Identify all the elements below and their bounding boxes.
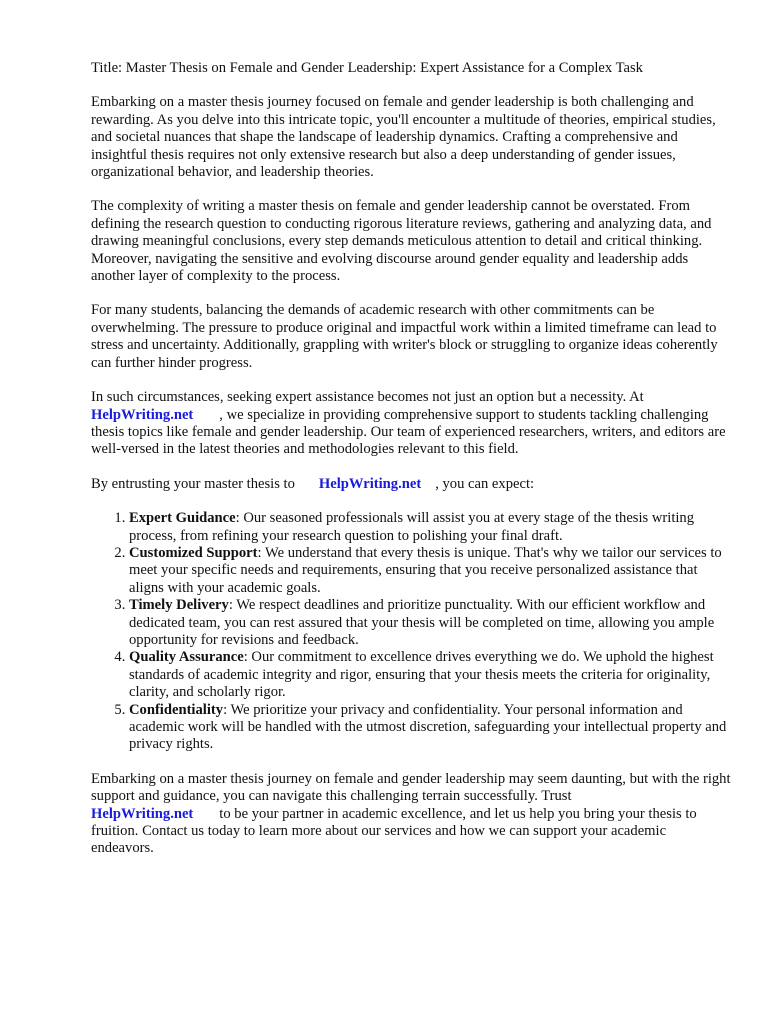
paragraph-complexity: The complexity of writing a master thesis on female and gender leadership cannot be overstated. From defining the research question to conducting rigorous literature reviews, gathering and analyzing data, and drawing meaningful conclusions, every step demands meticulous attention to detail and critical thinking. Moreover, navigating the sensitive and evolving discourse around gender equality and leadership adds another layer of complexity to the process.: [91, 198, 712, 285]
list-item-label: Customized Support: [129, 544, 258, 561]
list-item: [129, 545, 731, 597]
paragraph-assistance-text-end: , we specialize in providing comprehensive support to students tackling challenging thesis topics like female and gender leadership. Our team of experienced researchers, writers, and editors are well-versed in the latest theories and methodologies relevant to this field.: [91, 406, 726, 458]
list-item-text: : We prioritize your privacy and confidentiality. Your personal information and academic work will be handled with the utmost discretion, safeguarding your intellectual property and privacy rights.: [129, 701, 727, 753]
list-item-label: Expert Guidance: [129, 510, 236, 527]
paragraph-assistance: [91, 389, 731, 459]
paragraph-expectations: [91, 476, 731, 493]
paragraph-expectations-text-start: By entrusting your master thesis to: [91, 475, 295, 492]
list-item-label: Confidentiality: [129, 701, 224, 718]
paragraph-conclusion-text-start: Embarking on a master thesis journey on female and gender leadership may seem daunting, but with the right support and guidance, you can navigate this challenging terrain successfully. Trust: [91, 770, 731, 805]
benefits-list: [91, 510, 731, 754]
paragraph-intro: Embarking on a master thesis journey focused on female and gender leadership is both challenging and rewarding. As you delve into this intricate topic, you'll encounter a multitude of theories, empirical studies, and societal nuances that shape the landscape of leadership dynamics. Crafting a comprehensive and insightful thesis requires not only extensive research but also a deep understanding of gender issues, organizational behavior, and leadership theories.: [91, 94, 716, 181]
helpwriting-link-2[interactable]: HelpWriting.net: [318, 475, 422, 492]
list-item-text: : We understand that every thesis is unique. That's why we tailor our services to meet your specific needs and requirements, ensuring that you receive personalized assistance that aligns with your academic goals.: [129, 544, 722, 596]
list-item: [129, 510, 731, 545]
list-item-label: Timely Delivery: [129, 597, 229, 614]
paragraph-challenges: For many students, balancing the demands of academic research with other commitments can be overwhelming. The pressure to produce original and impactful work within a limited timeframe can lead to stress and uncertainty. Additionally, grappling with writer's block or struggling to organize ideas coherently can further hinder progress.: [91, 302, 718, 371]
list-item-text: : Our seasoned professionals will assist you at every stage of the thesis writing process, from refining your research question to polishing your final draft.: [129, 510, 695, 544]
helpwriting-link-1[interactable]: HelpWriting.net: [91, 406, 194, 423]
list-item: [129, 597, 731, 649]
helpwriting-link-3[interactable]: HelpWriting.net: [91, 805, 194, 822]
document-page: [91, 60, 731, 875]
paragraph-conclusion-text-end: to be your partner in academic excellence, and let us help you bring your thesis to fruition. Contact us today to learn more about our services and how we can support your academic endeavors.: [91, 805, 697, 857]
paragraph-assistance-text-start: In such circumstances, seeking expert assistance becomes not just an option but a necessity. At: [91, 389, 644, 406]
list-item-label: Quality Assurance: [129, 649, 244, 666]
paragraph-conclusion: [91, 771, 731, 858]
list-item-text: : Our commitment to excellence drives everything we do. We uphold the highest standards of academic integrity and rigor, ensuring that your thesis meets the criteria for originality, clarity, and scholarly rigor.: [129, 649, 714, 701]
document-title: Title: Master Thesis on Female and Gender Leadership: Expert Assistance for a Complex Task: [91, 60, 643, 76]
list-item-text: : We respect deadlines and prioritize punctuality. With our efficient workflow and dedicated team, you can rest assured that your thesis will be completed on time, allowing you ample opportunity for revisions and feedback.: [129, 597, 715, 648]
paragraph-expectations-text-end: , you can expect:: [435, 475, 535, 492]
list-item: [129, 702, 731, 754]
list-item: [129, 649, 731, 701]
